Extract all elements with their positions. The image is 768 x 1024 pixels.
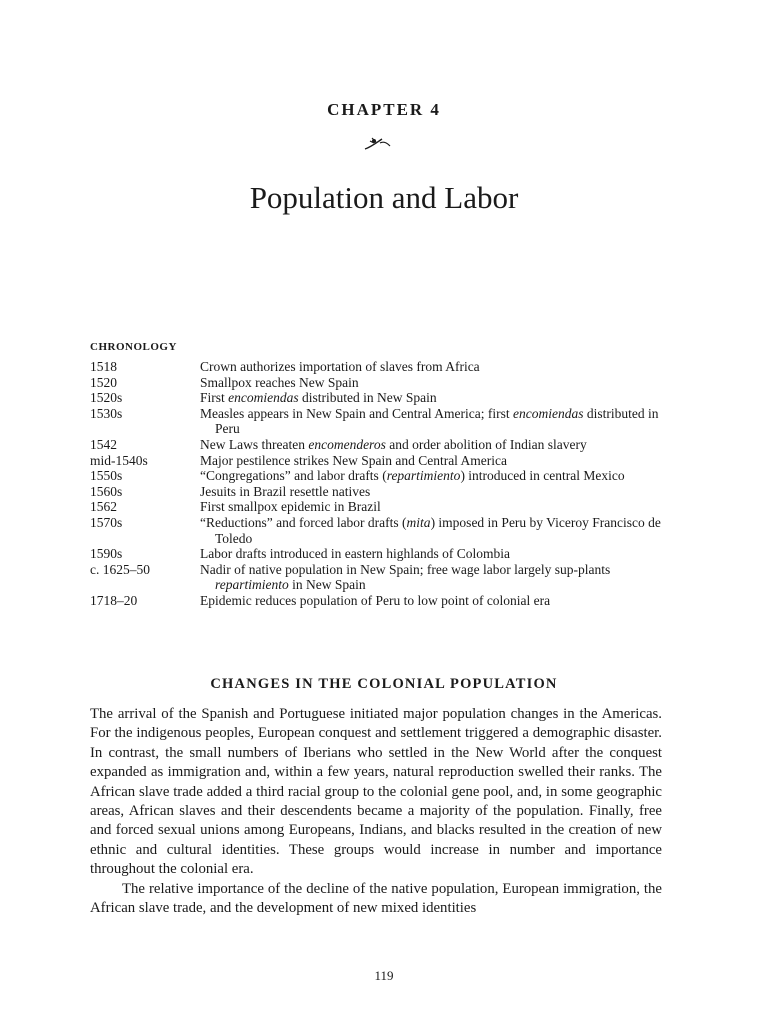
chronology-year: 1518 xyxy=(90,359,117,374)
chronology-event xyxy=(200,499,680,515)
italic-term: encomiendas xyxy=(513,405,584,421)
chronology-year: 1718–20 xyxy=(90,592,138,608)
italic-term: repartimiento xyxy=(386,468,461,484)
chronology-event xyxy=(200,484,680,500)
chronology-year: c. 1625–50 xyxy=(90,561,150,577)
chronology-row xyxy=(90,546,680,562)
italic-term: repartimiento xyxy=(215,577,289,593)
section-heading: CHANGES IN THE COLONIAL POPULATION xyxy=(210,676,558,692)
chronology-row xyxy=(90,562,680,593)
event-text: Measles appears in New Spain and Central America; first xyxy=(200,405,514,421)
chronology-year: 1560s xyxy=(90,483,123,499)
chronology-year: 1550s xyxy=(90,468,123,484)
chronology-event xyxy=(200,406,680,437)
event-text: New Laws threaten xyxy=(200,436,309,452)
event-text: Major pestilence strikes New Spain and Central America xyxy=(200,452,508,468)
chronology-event xyxy=(200,437,680,453)
event-text: “Congregations” and labor drafts ( xyxy=(200,468,387,484)
chronology-row xyxy=(90,484,680,500)
chapter-title: Population and Labor xyxy=(249,180,519,215)
event-text: ) imposed in Peru by Viceroy Francisco de Toledo xyxy=(215,514,661,546)
chronology-row xyxy=(90,468,680,484)
chronology-event xyxy=(200,453,680,469)
chronology-event xyxy=(200,468,680,484)
fleuron-ornament-icon xyxy=(362,134,392,154)
event-text: Smallpox reaches New Spain xyxy=(200,374,359,390)
event-text: Epidemic reduces population of Peru to low point of colonial era xyxy=(200,592,551,608)
chronology-row xyxy=(90,453,680,469)
page-number: 119 xyxy=(374,968,394,983)
event-text: in New Spain xyxy=(288,577,366,593)
event-text: Crown authorizes importation of slaves from Africa xyxy=(200,359,480,374)
event-text: ) introduced in central Mexico xyxy=(460,468,625,484)
event-text: distributed in Peru xyxy=(215,405,659,437)
chronology-year: 1520 xyxy=(90,374,117,390)
chronology-row xyxy=(90,359,680,375)
chronology-year: 1530s xyxy=(90,405,123,421)
chronology-row xyxy=(90,593,680,609)
italic-term: encomiendas xyxy=(228,390,299,406)
chronology-row xyxy=(90,515,680,546)
chronology-event xyxy=(200,390,680,406)
chapter-label: CHAPTER 4 xyxy=(327,100,441,119)
event-text: First xyxy=(200,390,229,406)
chronology-year: 1570s xyxy=(90,514,123,530)
chronology-row xyxy=(90,406,680,437)
chronology-row xyxy=(90,499,680,515)
chronology-year: 1562 xyxy=(90,499,117,515)
chronology-row xyxy=(90,390,680,406)
italic-term: mita xyxy=(406,514,431,530)
chronology-event xyxy=(200,515,680,546)
chronology-year: 1542 xyxy=(90,436,117,452)
chronology-event xyxy=(200,593,680,609)
body-paragraph: The relative importance of the decline of the native population, European immigration, the African slave trade, and the development of new mixed identities xyxy=(90,880,662,917)
chronology-event xyxy=(200,546,680,562)
event-text: “Reductions” and forced labor drafts ( xyxy=(200,514,407,530)
event-text: Labor drafts introduced in eastern highlands of Colombia xyxy=(200,546,511,562)
chronology-row xyxy=(90,437,680,453)
event-text: Nadir of native population in New Spain; free wage labor largely sup-plants xyxy=(200,561,611,577)
chronology-year: mid-1540s xyxy=(90,452,148,468)
chronology-event xyxy=(200,562,680,593)
chronology-year: 1590s xyxy=(90,546,123,562)
event-text: Jesuits in Brazil resettle natives xyxy=(200,483,371,499)
chronology-row xyxy=(90,375,680,391)
body-paragraph: The arrival of the Spanish and Portuguese initiated major population changes in the Americas. For the indigenous peoples, European conquest and settlement triggered a demographic disaster. In contrast, the small numbers of Iberians who settled in the New World after the conquest expanded as immigration and, within a few years, natural reproduction swelled their ranks. The African slave trade added a third racial group to the colonial gene pool, and, in some geographic areas, African slaves and their descendents became a majority of the population. Finally, free and forced sexual unions among Europeans, Indians, and blacks resulted in the creation of new ethnic and cultural identities. These groups would increase in number and importance throughout the colonial era. xyxy=(90,706,662,878)
chronology-list xyxy=(90,359,680,609)
chronology-heading: CHRONOLOGY xyxy=(90,341,177,353)
italic-term: encomenderos xyxy=(308,436,386,452)
event-text: First smallpox epidemic in Brazil xyxy=(200,499,381,515)
chronology-event xyxy=(200,359,680,375)
event-text: distributed in New Spain xyxy=(298,390,437,406)
event-text: and order abolition of Indian slavery xyxy=(385,436,587,452)
chronology-year: 1520s xyxy=(90,390,123,406)
body-text xyxy=(90,705,662,918)
chronology-event xyxy=(200,375,680,391)
